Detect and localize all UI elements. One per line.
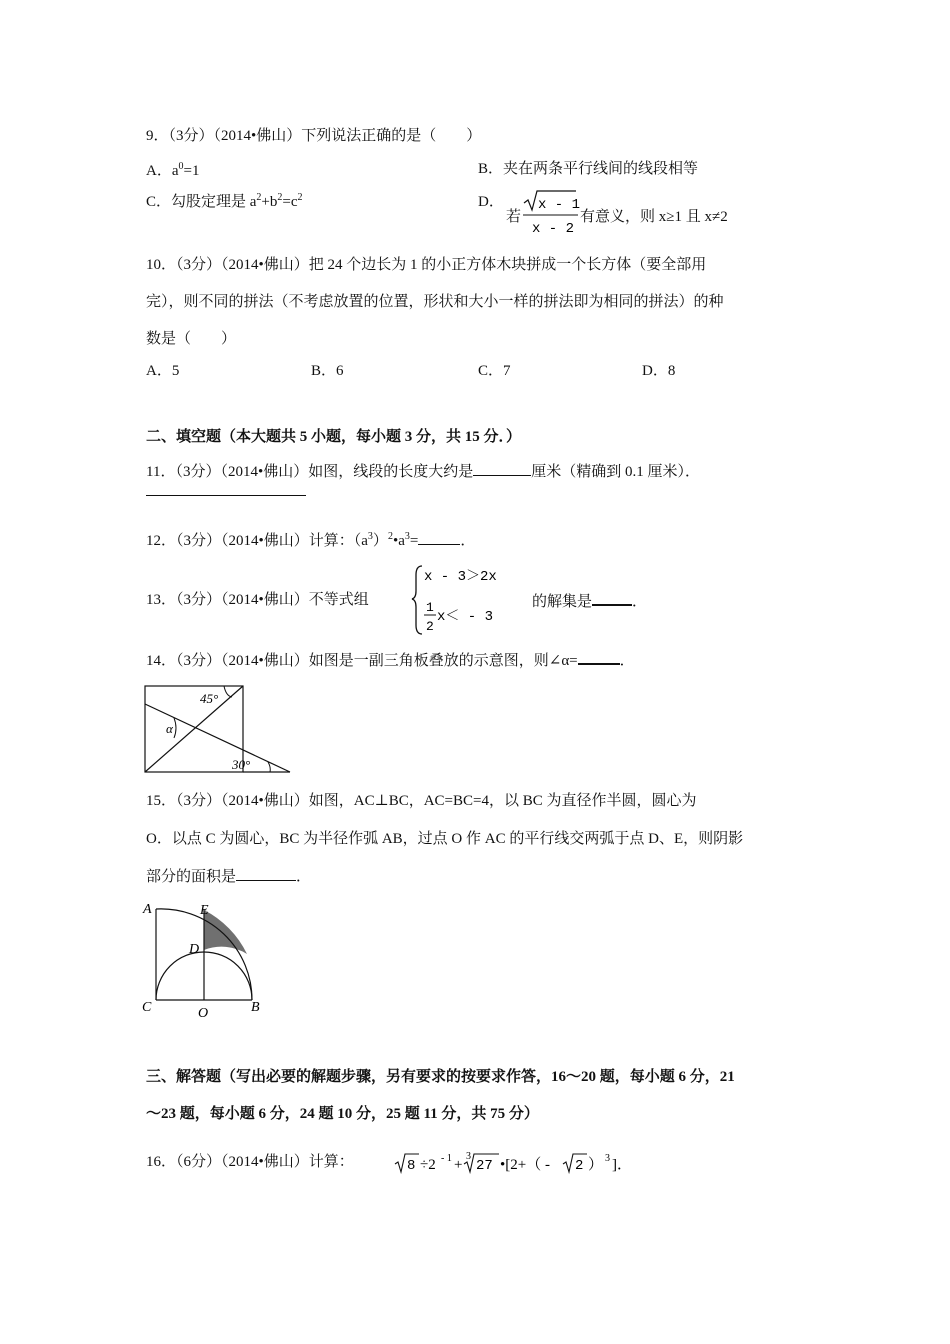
section3-heading-line2: ～23 题，每小题 6 分，24 题 10 分，25 题 11 分，共 75 分） (146, 1106, 539, 1122)
q10-line1: 10．（3分）（2014•佛山）把 24 个边长为 1 的小正方体木块拼成一个长方体（要全部用 (146, 257, 707, 273)
q11-before: 11．（3分）（2014•佛山）如图，线段的长度大约是 (146, 464, 474, 480)
q16-exp-neg: - 1 (441, 1153, 452, 1164)
q16-plus: + (454, 1157, 463, 1173)
section2-heading: 二、填空题（本大题共 5 小题，每小题 3 分，共 15 分．） (146, 429, 522, 445)
q9-option-a-rest: =1 (183, 163, 200, 179)
q9-option-d-fraction (520, 188, 580, 240)
q13-fraction-denominator: 2 (426, 619, 434, 634)
angle-alpha-label: α (166, 721, 173, 736)
q9-option-c-exp1: 2 (256, 192, 262, 203)
q9-option-d-numerator: x - 1 (538, 197, 580, 213)
q12-end: ． (460, 533, 476, 549)
q9-option-b: B．夹在两条平行线间的线段相等 (478, 161, 699, 177)
angle-alpha-arc (174, 718, 176, 738)
angle-45-arc (224, 686, 232, 697)
q14-before: 14．（3分）（2014•佛山）如图是一副三角板叠放的示意图，则∠α= (146, 653, 578, 669)
q15-line3-before: 部分的面积是 (146, 869, 237, 885)
q15-line3 (146, 866, 311, 887)
q13-inequality-2: x＜ - 3 (437, 609, 494, 625)
q16-radicand-2: 27 (476, 1158, 493, 1174)
angle-30-arc (268, 762, 270, 772)
q13-inequality-1: x - 3＞2x (424, 569, 497, 585)
point-a-label: A (143, 902, 152, 917)
q15-line2: O．以点 C 为圆心，BC 为半径作弧 AB，过点 O 作 AC 的平行线交两弧于点 D、E，则阴影 (146, 831, 744, 847)
q12-exp1: 3 (367, 531, 373, 542)
q9-option-c-label: C．勾股定理是 a (146, 194, 257, 210)
q14-end: ． (619, 653, 635, 669)
q15-answer-blank[interactable] (236, 866, 296, 881)
q16-cube-index: 3 (466, 1151, 471, 1162)
q10-option-c: C．7 (478, 363, 511, 379)
q16-expression (393, 1148, 633, 1178)
q14-triangle-figure (140, 682, 300, 778)
angle-30-label: 30° (232, 757, 251, 772)
q12-exp2: 2 (387, 531, 393, 542)
q12-mid2: •a (392, 533, 405, 549)
q15-line1: 15．（3分）（2014•佛山）如图，AC⊥BC，AC=BC=4，以 BC 为直径作半圆，圆心为 (146, 793, 697, 809)
q15-arc-figure (138, 896, 268, 1024)
q9-option-c-mid2: =c (282, 194, 298, 210)
q9-option-a-label: A． (146, 163, 172, 179)
point-b-label: B (251, 1000, 260, 1015)
q9-option-d-suffix: 有意义，则 x≥1 且 x≠2 (580, 209, 728, 225)
q16-div: ÷2 (420, 1157, 436, 1173)
point-c-label: C (142, 1000, 152, 1015)
point-d-label: D (189, 942, 200, 957)
q9-option-a (146, 161, 199, 181)
q16-mid: •[2+（ - (500, 1157, 550, 1173)
angle-45-label: 45° (200, 691, 219, 706)
q13-inequality-system (410, 563, 510, 637)
q16-exp3: 3 (605, 1153, 610, 1164)
q10-option-b: B．6 (311, 363, 344, 379)
set-square-hypotenuse-45 (145, 686, 243, 772)
q16-end: ]． (612, 1157, 632, 1173)
q9-option-c-mid: +b (261, 194, 278, 210)
q10-line3: 数是（ ） (146, 331, 237, 347)
q13-after: 的解集是 (532, 594, 593, 610)
q16-radicand-3: 2 (575, 1158, 584, 1174)
q12-text (146, 530, 475, 551)
q12-after: = (409, 533, 419, 549)
q9-option-c-exp2: 2 (277, 192, 283, 203)
q12-exp3: 3 (404, 531, 410, 542)
q9-option-d-prefix: 若 (506, 209, 522, 225)
q14-answer-blank[interactable] (578, 649, 620, 665)
q9-option-a-base: a (171, 163, 179, 179)
point-e-label: E (200, 903, 209, 918)
q13-end: ． (632, 594, 648, 610)
q13-answer-blank[interactable] (592, 590, 632, 606)
section3-heading-line1: 三、解答题（写出必要的解题步骤，另有要求的按要求作答，16～20 题，每小题 6 分，21 (146, 1069, 735, 1085)
point-o-label: O (198, 1006, 209, 1021)
q9-option-d-denominator: x - 2 (532, 221, 575, 237)
q10-option-d: D．8 (642, 363, 676, 379)
q12-before: 12．（3分）（2014•佛山）计算：（a (146, 533, 368, 549)
q13-before: 13．（3分）（2014•佛山）不等式组 (146, 592, 369, 608)
q16-close: ） (588, 1157, 604, 1173)
q13-tail (532, 590, 647, 612)
left-brace-icon (412, 566, 422, 634)
q9-option-a-exp: 0 (178, 161, 184, 172)
q11-after: 厘米（精确到 0.1 厘米）． (531, 464, 700, 480)
q9-stem: 9．（3分）（2014•佛山）下列说法正确的是（ ） (146, 128, 482, 144)
q13-fraction-numerator: 1 (426, 600, 434, 615)
q12-mid: ） (372, 533, 388, 549)
q11-answer-blank[interactable] (473, 461, 531, 476)
q15-line3-end: ． (296, 869, 312, 885)
q9-option-c-exp3: 2 (297, 192, 303, 203)
q14-text (146, 649, 635, 671)
q11-segment-figure (146, 495, 306, 496)
q11-text (146, 461, 700, 482)
q12-answer-blank[interactable] (418, 530, 460, 545)
q9-option-d-label: D． (478, 194, 504, 210)
q16-radicand-1: 8 (407, 1158, 416, 1174)
q9-option-c (146, 192, 303, 212)
set-square-hypotenuse-30 (145, 704, 290, 772)
q16-before: 16．（6分）（2014•佛山）计算： (146, 1154, 354, 1170)
q10-line2: 完），则不同的拼法（不考虑放置的位置，形状和大小一样的拼法即为相同的拼法）的种 (146, 294, 724, 310)
q10-option-a: A．5 (146, 363, 180, 379)
